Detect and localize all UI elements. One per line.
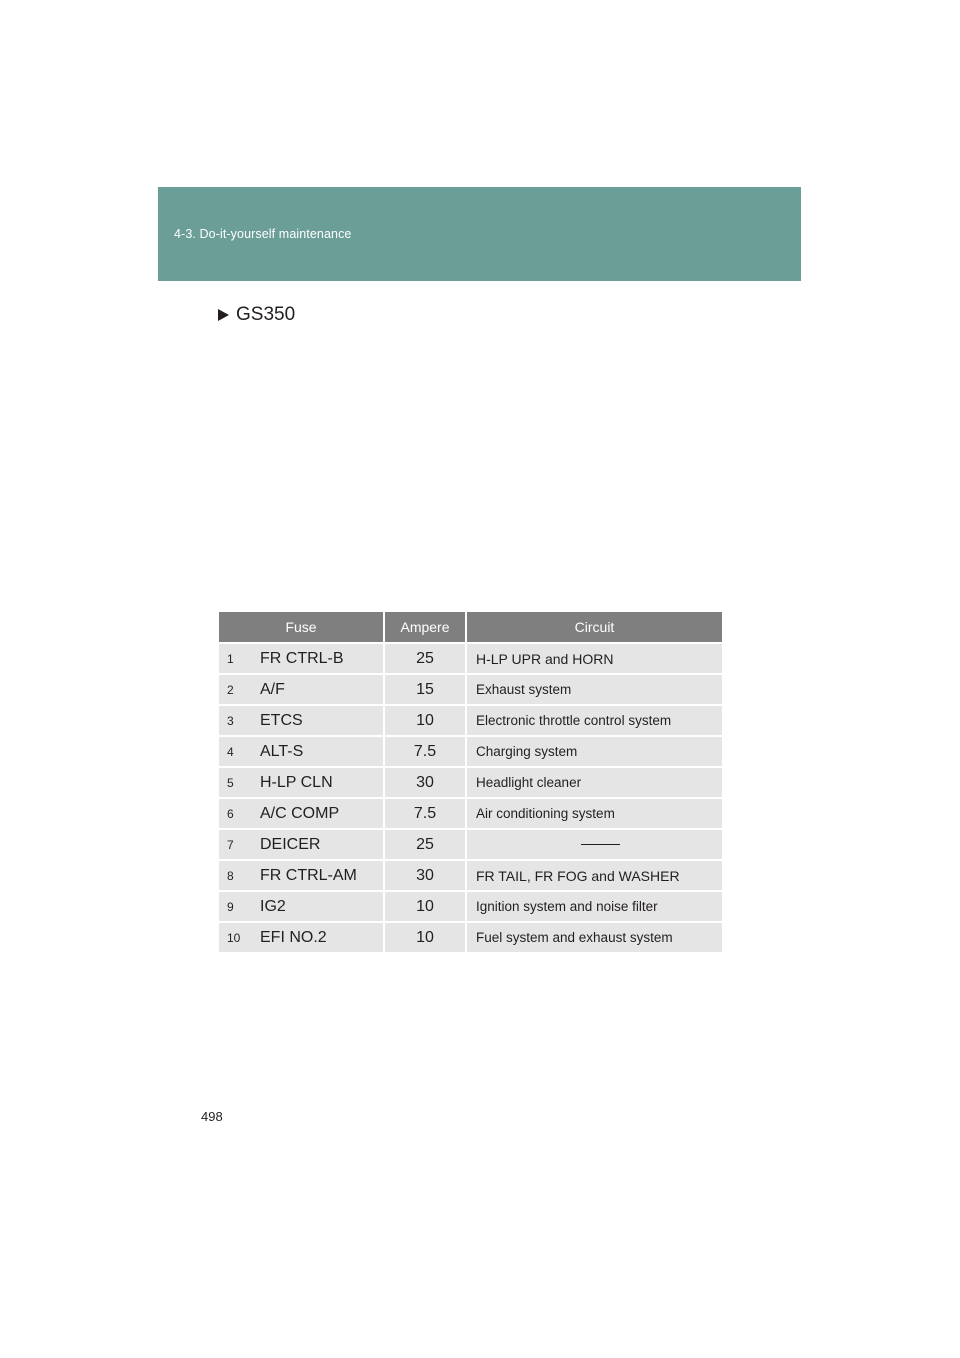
fuse-name: ALT-S bbox=[260, 742, 304, 760]
dash-line bbox=[581, 844, 620, 845]
fuse-cell bbox=[219, 860, 384, 891]
fuse-table bbox=[219, 612, 722, 952]
fuse-number: 9 bbox=[227, 899, 234, 914]
circuit-cell: Fuel system and exhaust system bbox=[466, 922, 722, 952]
fuse-name: DEICER bbox=[260, 835, 321, 853]
circuit-cell: Ignition system and noise filter bbox=[466, 891, 722, 922]
circuit-cell: Electronic throttle control system bbox=[466, 705, 722, 736]
ampere-cell: 25 bbox=[384, 643, 466, 674]
fuse-number: 6 bbox=[227, 806, 234, 821]
ampere-cell: 25 bbox=[384, 829, 466, 860]
ampere-cell: 7.5 bbox=[384, 798, 466, 829]
fuse-number: 4 bbox=[227, 744, 234, 759]
fuse-cell bbox=[219, 829, 384, 860]
fuse-name: A/C COMP bbox=[260, 804, 340, 822]
ampere-cell: 30 bbox=[384, 860, 466, 891]
fuse-name: A/F bbox=[260, 680, 285, 698]
column-header-fuse: Fuse bbox=[219, 612, 384, 643]
table-row bbox=[219, 705, 722, 736]
ampere-cell: 30 bbox=[384, 767, 466, 798]
circuit-cell: Exhaust system bbox=[466, 674, 722, 705]
fuse-number: 2 bbox=[227, 682, 234, 697]
ampere-cell: 10 bbox=[384, 922, 466, 952]
ampere-cell: 10 bbox=[384, 891, 466, 922]
table-row bbox=[219, 829, 722, 860]
circuit-cell-empty bbox=[466, 829, 722, 860]
ampere-cell: 10 bbox=[384, 705, 466, 736]
table-row bbox=[219, 891, 722, 922]
triangle-right-icon bbox=[218, 309, 229, 321]
table-row bbox=[219, 860, 722, 891]
fuse-name: ETCS bbox=[260, 711, 303, 729]
table-row bbox=[219, 736, 722, 767]
fuse-number: 10 bbox=[227, 930, 241, 945]
section-header-band bbox=[158, 187, 801, 281]
fuse-name: H-LP CLN bbox=[260, 773, 333, 791]
fuse-cell bbox=[219, 736, 384, 767]
table-row bbox=[219, 922, 722, 952]
table-header-row bbox=[219, 612, 722, 643]
model-heading bbox=[218, 304, 295, 326]
ampere-cell: 15 bbox=[384, 674, 466, 705]
circuit-cell: H-LP UPR and HORN bbox=[466, 643, 722, 674]
column-header-ampere: Ampere bbox=[384, 612, 466, 643]
fuse-cell bbox=[219, 922, 384, 952]
table-row bbox=[219, 798, 722, 829]
circuit-cell: Charging system bbox=[466, 736, 722, 767]
fuse-cell bbox=[219, 643, 384, 674]
fuse-name: FR CTRL-AM bbox=[260, 866, 357, 884]
circuit-cell: Air conditioning system bbox=[466, 798, 722, 829]
fuse-number: 8 bbox=[227, 868, 234, 883]
model-label: GS350 bbox=[236, 304, 296, 325]
fuse-cell bbox=[219, 798, 384, 829]
circuit-cell: Headlight cleaner bbox=[466, 767, 722, 798]
fuse-number: 1 bbox=[227, 651, 234, 666]
section-title: 4-3. Do-it-yourself maintenance bbox=[174, 227, 352, 241]
table-row bbox=[219, 643, 722, 674]
fuse-cell bbox=[219, 891, 384, 922]
page-number: 498 bbox=[201, 1109, 223, 1124]
fuse-cell bbox=[219, 767, 384, 798]
table-row bbox=[219, 767, 722, 798]
fuse-name: EFI NO.2 bbox=[260, 928, 327, 946]
fuse-number: 3 bbox=[227, 713, 234, 728]
fuse-number: 7 bbox=[227, 837, 234, 852]
column-header-circuit: Circuit bbox=[466, 612, 722, 643]
fuse-number: 5 bbox=[227, 775, 234, 790]
fuse-cell bbox=[219, 705, 384, 736]
fuse-name: IG2 bbox=[260, 897, 286, 915]
fuse-cell bbox=[219, 674, 384, 705]
circuit-cell: FR TAIL, FR FOG and WASHER bbox=[466, 860, 722, 891]
fuse-name: FR CTRL-B bbox=[260, 649, 344, 667]
ampere-cell: 7.5 bbox=[384, 736, 466, 767]
table-row bbox=[219, 674, 722, 705]
